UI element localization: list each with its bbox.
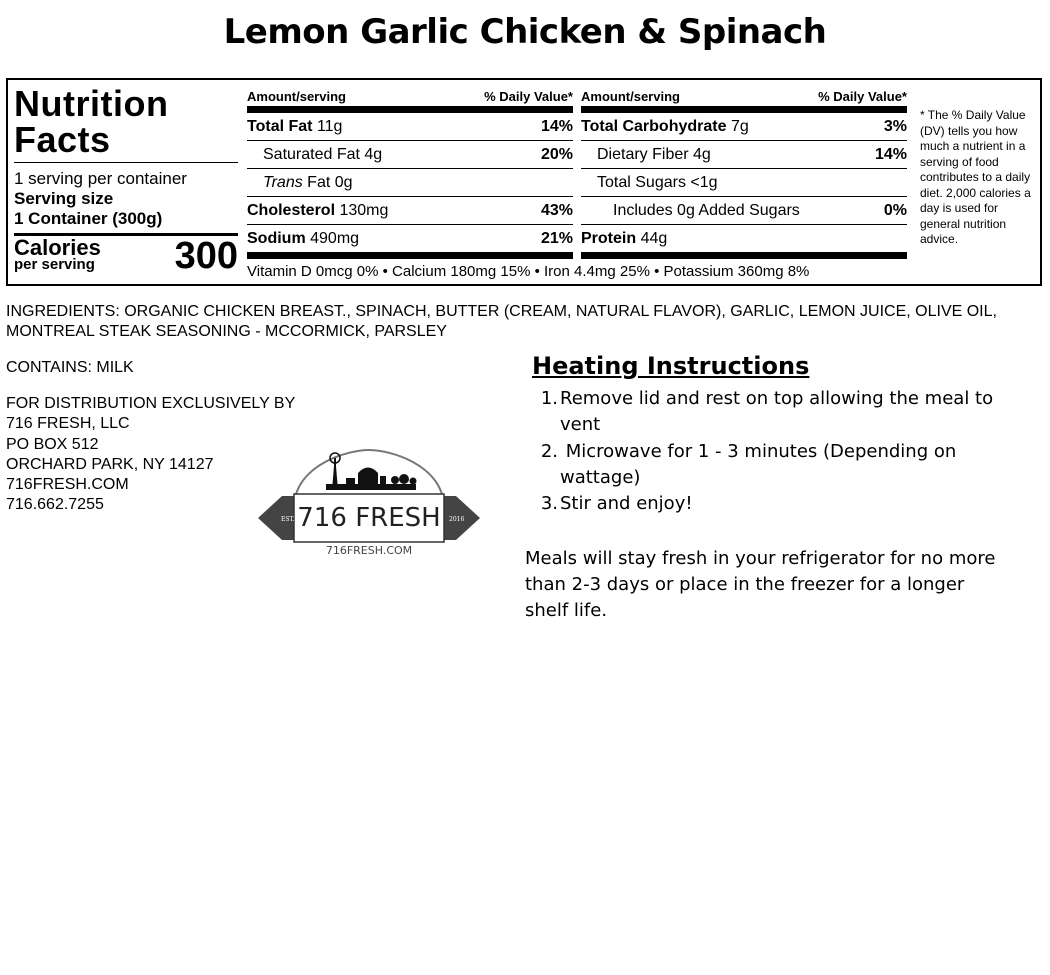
- nutrient-label-suffix: Fat: [307, 173, 331, 191]
- servings-per-container: 1 serving per container: [14, 169, 187, 188]
- product-title: Lemon Garlic Chicken & Spinach: [223, 12, 827, 52]
- nutrient-amount: <1g: [690, 173, 718, 191]
- nutrient-row: [247, 141, 573, 169]
- nutrient-daily-value: 43%: [540, 201, 573, 219]
- heating-step: [532, 491, 1002, 517]
- nutrition-facts-label: [6, 78, 1042, 286]
- distributor-info: [6, 394, 295, 516]
- nutrient-daily-value: 14%: [540, 117, 573, 135]
- step-text: Stir and enjoy!: [560, 493, 693, 514]
- nutrient-name: [597, 146, 711, 164]
- nutrition-summary: [14, 83, 238, 280]
- logo-year-text: 2016: [449, 516, 465, 523]
- step-number: 3.: [540, 493, 558, 514]
- heating-step: [532, 386, 1002, 438]
- nutrition-heading-line2: Facts: [14, 119, 111, 160]
- daily-value-footnote: * The % Daily Value (DV) tells you how much a nutrient in a serving of food contributes to a daily diet. 2,000 calories a day is used for general nutrition advice.: [920, 108, 1031, 246]
- nutrient-label: Trans: [263, 173, 303, 191]
- nutrient-amount: 490mg: [310, 229, 360, 247]
- heating-instructions-title: Heating Instructions: [532, 352, 810, 380]
- step-number: 2.: [540, 441, 558, 462]
- nutrient-label: Total Carbohydrate: [581, 117, 727, 135]
- column-header: [247, 86, 573, 104]
- step-text: Microwave for 1 - 3 minutes (Depending on wattage): [560, 441, 963, 488]
- amount-header: Amount/serving: [247, 89, 346, 104]
- heating-step: [532, 439, 1002, 491]
- nutrient-amount: 4g: [364, 145, 383, 163]
- column-header: [581, 86, 907, 104]
- distributor-name: 716 FRESH, LLC: [6, 415, 130, 433]
- nutrient-daily-value: 3%: [883, 117, 907, 135]
- nutrient-daily-value: 0%: [883, 201, 907, 219]
- nutrient-amount: 44g: [640, 229, 668, 247]
- nutrition-heading-line1: Nutrition: [14, 83, 169, 124]
- nutrient-row: [581, 169, 907, 197]
- ingredients-list: INGREDIENTS: ORGANIC CHICKEN BREAST., SPINACH, BUTTER (CREAM, NATURAL FLAVOR), GARLIC, LEMON JUICE, OLIVE OIL, MONTREAL STEAK SEASONING - MCCORMICK, PARSLEY: [6, 303, 997, 340]
- nutrient-label: Saturated Fat: [263, 145, 360, 163]
- freshness-note: Meals will stay fresh in your refrigerator for no more than 2-3 days or place in the freezer for a longer shelf life.: [525, 548, 996, 621]
- nutrient-label: Total Fat: [247, 117, 313, 135]
- nutrient-row: [247, 197, 573, 225]
- nutrient-name: [581, 118, 749, 136]
- calories-label-text: Calories: [14, 235, 101, 260]
- nutrient-label: Dietary Fiber: [597, 145, 689, 163]
- nutrient-name: [597, 174, 718, 192]
- 716-fresh-logo: [258, 446, 480, 558]
- farm-silhouette-icon: [326, 453, 417, 490]
- heating-steps: [532, 386, 1002, 517]
- nutrient-amount: 4g: [693, 145, 711, 163]
- logo-url: 716FRESH.COM: [325, 544, 413, 557]
- nutrient-daily-value: 20%: [540, 145, 573, 163]
- nutrition-heading: [14, 83, 238, 160]
- nutrient-row: [581, 141, 907, 169]
- nutrient-row: [247, 169, 573, 197]
- nutrient-name: [613, 202, 800, 220]
- serving-size-label: Serving size: [14, 189, 114, 208]
- nutrient-amount: 130mg: [339, 201, 389, 219]
- nutrient-daily-value: 21%: [540, 229, 573, 247]
- nutrient-name: [581, 230, 667, 248]
- nutrient-name: [247, 118, 342, 136]
- nutrient-name: [263, 146, 382, 164]
- vitamins-minerals: Vitamin D 0mcg 0% • Calcium 180mg 15% • Iron 4.4mg 25% • Potassium 360mg 8%: [247, 263, 810, 280]
- heating-instructions: [532, 352, 1002, 517]
- nutrient-label: Includes 0g Added Sugars: [613, 201, 800, 219]
- nutrient-row: [247, 113, 573, 141]
- nutrient-column-right: [581, 86, 907, 259]
- nutrient-label: Sodium: [247, 229, 306, 247]
- step-text: Remove lid and rest on top allowing the meal to vent: [560, 388, 999, 435]
- nutrient-amount: 7g: [730, 117, 749, 135]
- nutrient-label: Cholesterol: [247, 201, 336, 219]
- nutrient-column-left: [247, 86, 573, 259]
- nutrient-name: [247, 230, 359, 248]
- nutrient-amount: 11g: [316, 117, 343, 135]
- nutrient-daily-value: 14%: [874, 145, 907, 163]
- calories-sub-label: per serving: [14, 256, 95, 273]
- nutrient-name: [263, 174, 353, 192]
- calories-row: [14, 236, 238, 280]
- distributor-website: 716FRESH.COM: [6, 476, 129, 494]
- nutrient-amount: 0g: [334, 173, 353, 191]
- distributor-line: FOR DISTRIBUTION EXCLUSIVELY BY: [6, 395, 296, 412]
- nutrient-label: Total Sugars: [597, 173, 686, 191]
- logo-est-text: EST.: [281, 516, 295, 523]
- nutrient-label: Protein: [581, 229, 637, 247]
- calories-value: 300: [174, 235, 238, 277]
- nutrient-row: [581, 113, 907, 141]
- serving-size-value: 1 Container (300g): [14, 209, 163, 228]
- dv-header: % Daily Value*: [484, 89, 573, 104]
- calories-label: [14, 235, 101, 273]
- amount-header: Amount/serving: [581, 89, 680, 104]
- distributor-po-box: PO BOX 512: [6, 435, 99, 453]
- dv-header: % Daily Value*: [818, 89, 907, 104]
- distributor-phone: 716.662.7255: [6, 496, 104, 514]
- logo-wordmark: 716 FRESH: [297, 503, 441, 533]
- nutrient-row: [581, 197, 907, 225]
- nutrient-name: [247, 202, 388, 220]
- allergen-statement: CONTAINS: MILK: [6, 359, 134, 376]
- nutrient-row: [581, 225, 907, 252]
- distributor-city: ORCHARD PARK, NY 14127: [6, 455, 214, 473]
- nutrient-row: [247, 225, 573, 252]
- step-number: 1.: [540, 388, 558, 409]
